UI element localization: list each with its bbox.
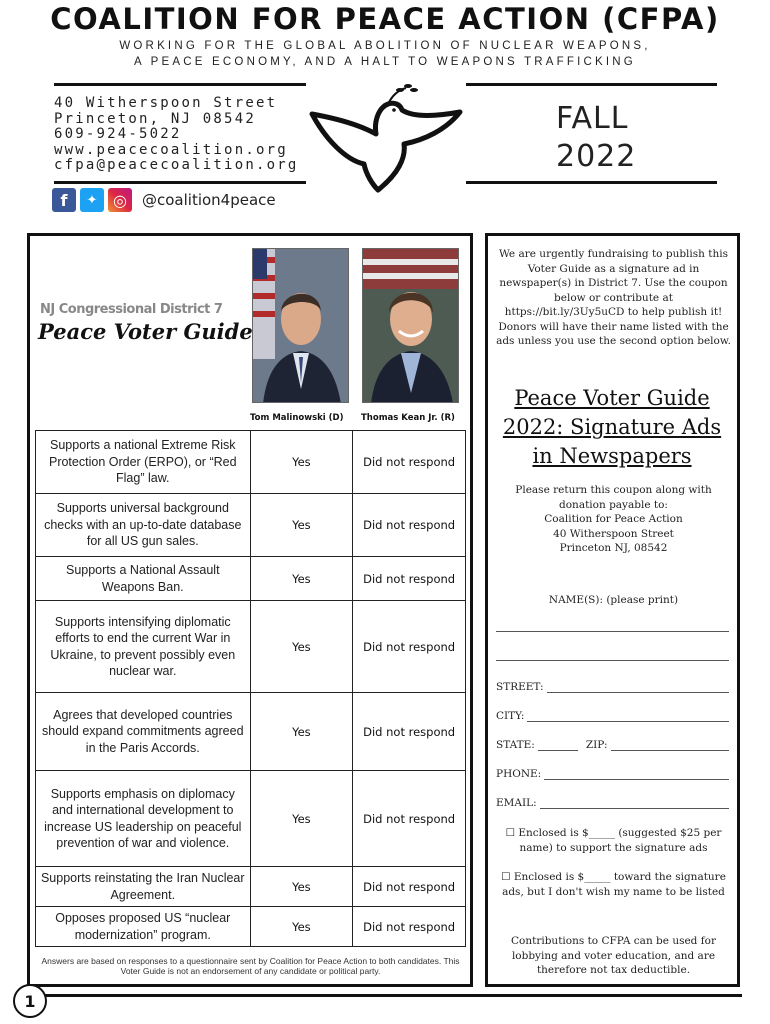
city-field[interactable] xyxy=(496,710,729,722)
street-label: STREET: xyxy=(496,681,544,693)
answer-candidate-1: Yes xyxy=(250,494,353,557)
answer-candidate-1: Yes xyxy=(250,693,353,771)
option-support-ads-checkbox[interactable]: ☐ Enclosed is $_____ (suggested $25 per name) to support the signature ads xyxy=(505,827,722,854)
candidate-name-1: Tom Malinowski (D) xyxy=(250,413,344,423)
table-row xyxy=(36,601,466,693)
city-label: CITY: xyxy=(496,710,525,722)
email-label: EMAIL: xyxy=(496,797,537,809)
table-row xyxy=(36,693,466,771)
tagline-line-2: A PEACE ECONOMY, AND A HALT TO WEAPONS TRAFFICKING xyxy=(134,56,636,68)
zip-label: ZIP: xyxy=(585,739,608,751)
season-label: FALL xyxy=(556,101,629,136)
season-year: 2022 xyxy=(556,139,637,174)
answer-candidate-1: Yes xyxy=(250,867,353,907)
issue-question: Supports intensifying diplomatic efforts to end the current War in Ukraine, to prevent possibly even nuclear war. xyxy=(36,601,251,693)
return-instructions xyxy=(496,483,731,556)
tax-note: Contributions to CFPA can be used for lobbying and voter education, and are therefore not tax deductible. xyxy=(511,935,716,976)
issue-question: Supports a national Extreme Risk Protection Order (ERPO), or “Red Flag” law. xyxy=(36,431,251,494)
twitter-icon[interactable]: ✦ xyxy=(80,188,104,212)
table-row xyxy=(36,494,466,557)
address-city: Princeton, NJ 08542 xyxy=(54,110,256,127)
option-anonymous-checkbox[interactable]: ☐ Enclosed is $_____ toward the signature ads, but I don't wish my name to be listed xyxy=(501,871,726,898)
answer-candidate-2: Did not respond xyxy=(353,431,466,494)
phone-label: PHONE: xyxy=(496,768,542,780)
facebook-icon[interactable]: f xyxy=(52,188,76,212)
instagram-icon[interactable]: ◎ xyxy=(108,188,132,212)
social-handle[interactable]: @coalition4peace xyxy=(142,191,276,209)
contact-block xyxy=(54,96,298,174)
table-row xyxy=(36,771,466,867)
name-field-1[interactable] xyxy=(496,622,729,632)
district-label: NJ Congressional District 7 xyxy=(40,302,223,317)
table-row xyxy=(36,907,466,947)
phone-number: 609-924-5022 xyxy=(54,126,182,142)
state-zip-field[interactable] xyxy=(496,739,729,751)
answer-candidate-2: Did not respond xyxy=(353,907,466,947)
issue-season xyxy=(556,100,636,176)
answer-candidate-1: Yes xyxy=(250,557,353,601)
answer-candidate-2: Did not respond xyxy=(353,693,466,771)
issue-question: Supports universal background checks with an up-to-date database for all US gun sales. xyxy=(36,494,251,557)
answer-candidate-1: Yes xyxy=(250,431,353,494)
answer-candidate-1: Yes xyxy=(250,601,353,693)
issue-question: Supports a National Assault Weapons Ban. xyxy=(36,557,251,601)
coupon-heading: Peace Voter Guide 2022: Signature Ads in Newspapers xyxy=(502,386,722,468)
table-row xyxy=(36,557,466,601)
issues-table xyxy=(35,430,466,947)
state-label: STATE: xyxy=(496,739,535,751)
answer-candidate-1: Yes xyxy=(250,907,353,947)
tagline-line-1: WORKING FOR THE GLOBAL ABOLITION OF NUCLEAR WEAPONS, xyxy=(119,40,651,52)
disclaimer-footnote: Answers are based on responses to a questionnaire sent by Coalition for Peace Action to both candidates. This Voter Guide is not an endorsement of any candidate or political party. xyxy=(41,956,460,976)
issue-question: Supports emphasis on diplomacy and international development to increase US leadership on peaceful prevention of war and violence. xyxy=(36,771,251,867)
answer-candidate-2: Did not respond xyxy=(353,867,466,907)
email-link[interactable]: cfpa@peacecoalition.org xyxy=(54,157,299,173)
answer-candidate-2: Did not respond xyxy=(353,771,466,867)
table-row xyxy=(36,867,466,907)
return-note: Please return this coupon along with donation payable to: xyxy=(515,484,712,511)
peace-dove-logo xyxy=(306,74,466,202)
social-links xyxy=(52,188,276,212)
footer-rule xyxy=(40,994,742,997)
names-label: NAME(S): (please print) xyxy=(548,594,679,606)
candidate-photo-kean xyxy=(362,248,459,403)
answer-candidate-2: Did not respond xyxy=(353,601,466,693)
return-street: 40 Witherspoon Street xyxy=(553,527,674,540)
street-field[interactable] xyxy=(496,681,729,693)
issue-question: Supports reinstating the Iran Nuclear Agreement. xyxy=(36,867,251,907)
page-number: 1 xyxy=(13,984,47,1018)
candidate-photo-malinowski xyxy=(252,248,349,403)
website-link[interactable]: www.peacecoalition.org xyxy=(54,141,288,158)
answer-candidate-2: Did not respond xyxy=(353,494,466,557)
answer-candidate-1: Yes xyxy=(250,771,353,867)
return-city: Princeton NJ, 08542 xyxy=(559,542,668,554)
name-field-2[interactable] xyxy=(496,651,729,661)
phone-field[interactable] xyxy=(496,768,729,780)
fundraising-intro: We are urgently fundraising to publish this Voter Guide as a signature ad in newspaper(s) in District 7. Use the coupon below or contribute at https://bit.ly/3Uy5uCD to help publish it! Donors will have their name listed with the ads unless you use the second option below. xyxy=(496,248,731,347)
answer-candidate-2: Did not respond xyxy=(353,557,466,601)
candidate-name-2: Thomas Kean Jr. (R) xyxy=(361,413,455,423)
voter-guide-title: Peace Voter Guide xyxy=(38,319,253,344)
email-field[interactable] xyxy=(496,797,729,809)
issue-question: Agrees that developed countries should expand commitments agreed in the Paris Accords. xyxy=(36,693,251,771)
return-org: Coalition for Peace Action xyxy=(544,513,683,525)
address-street: 40 Witherspoon Street xyxy=(54,95,278,111)
issue-question: Opposes proposed US “nuclear modernization” program. xyxy=(36,907,251,947)
table-row xyxy=(36,431,466,494)
org-title: COALITION FOR PEACE ACTION (CFPA) xyxy=(50,2,720,36)
